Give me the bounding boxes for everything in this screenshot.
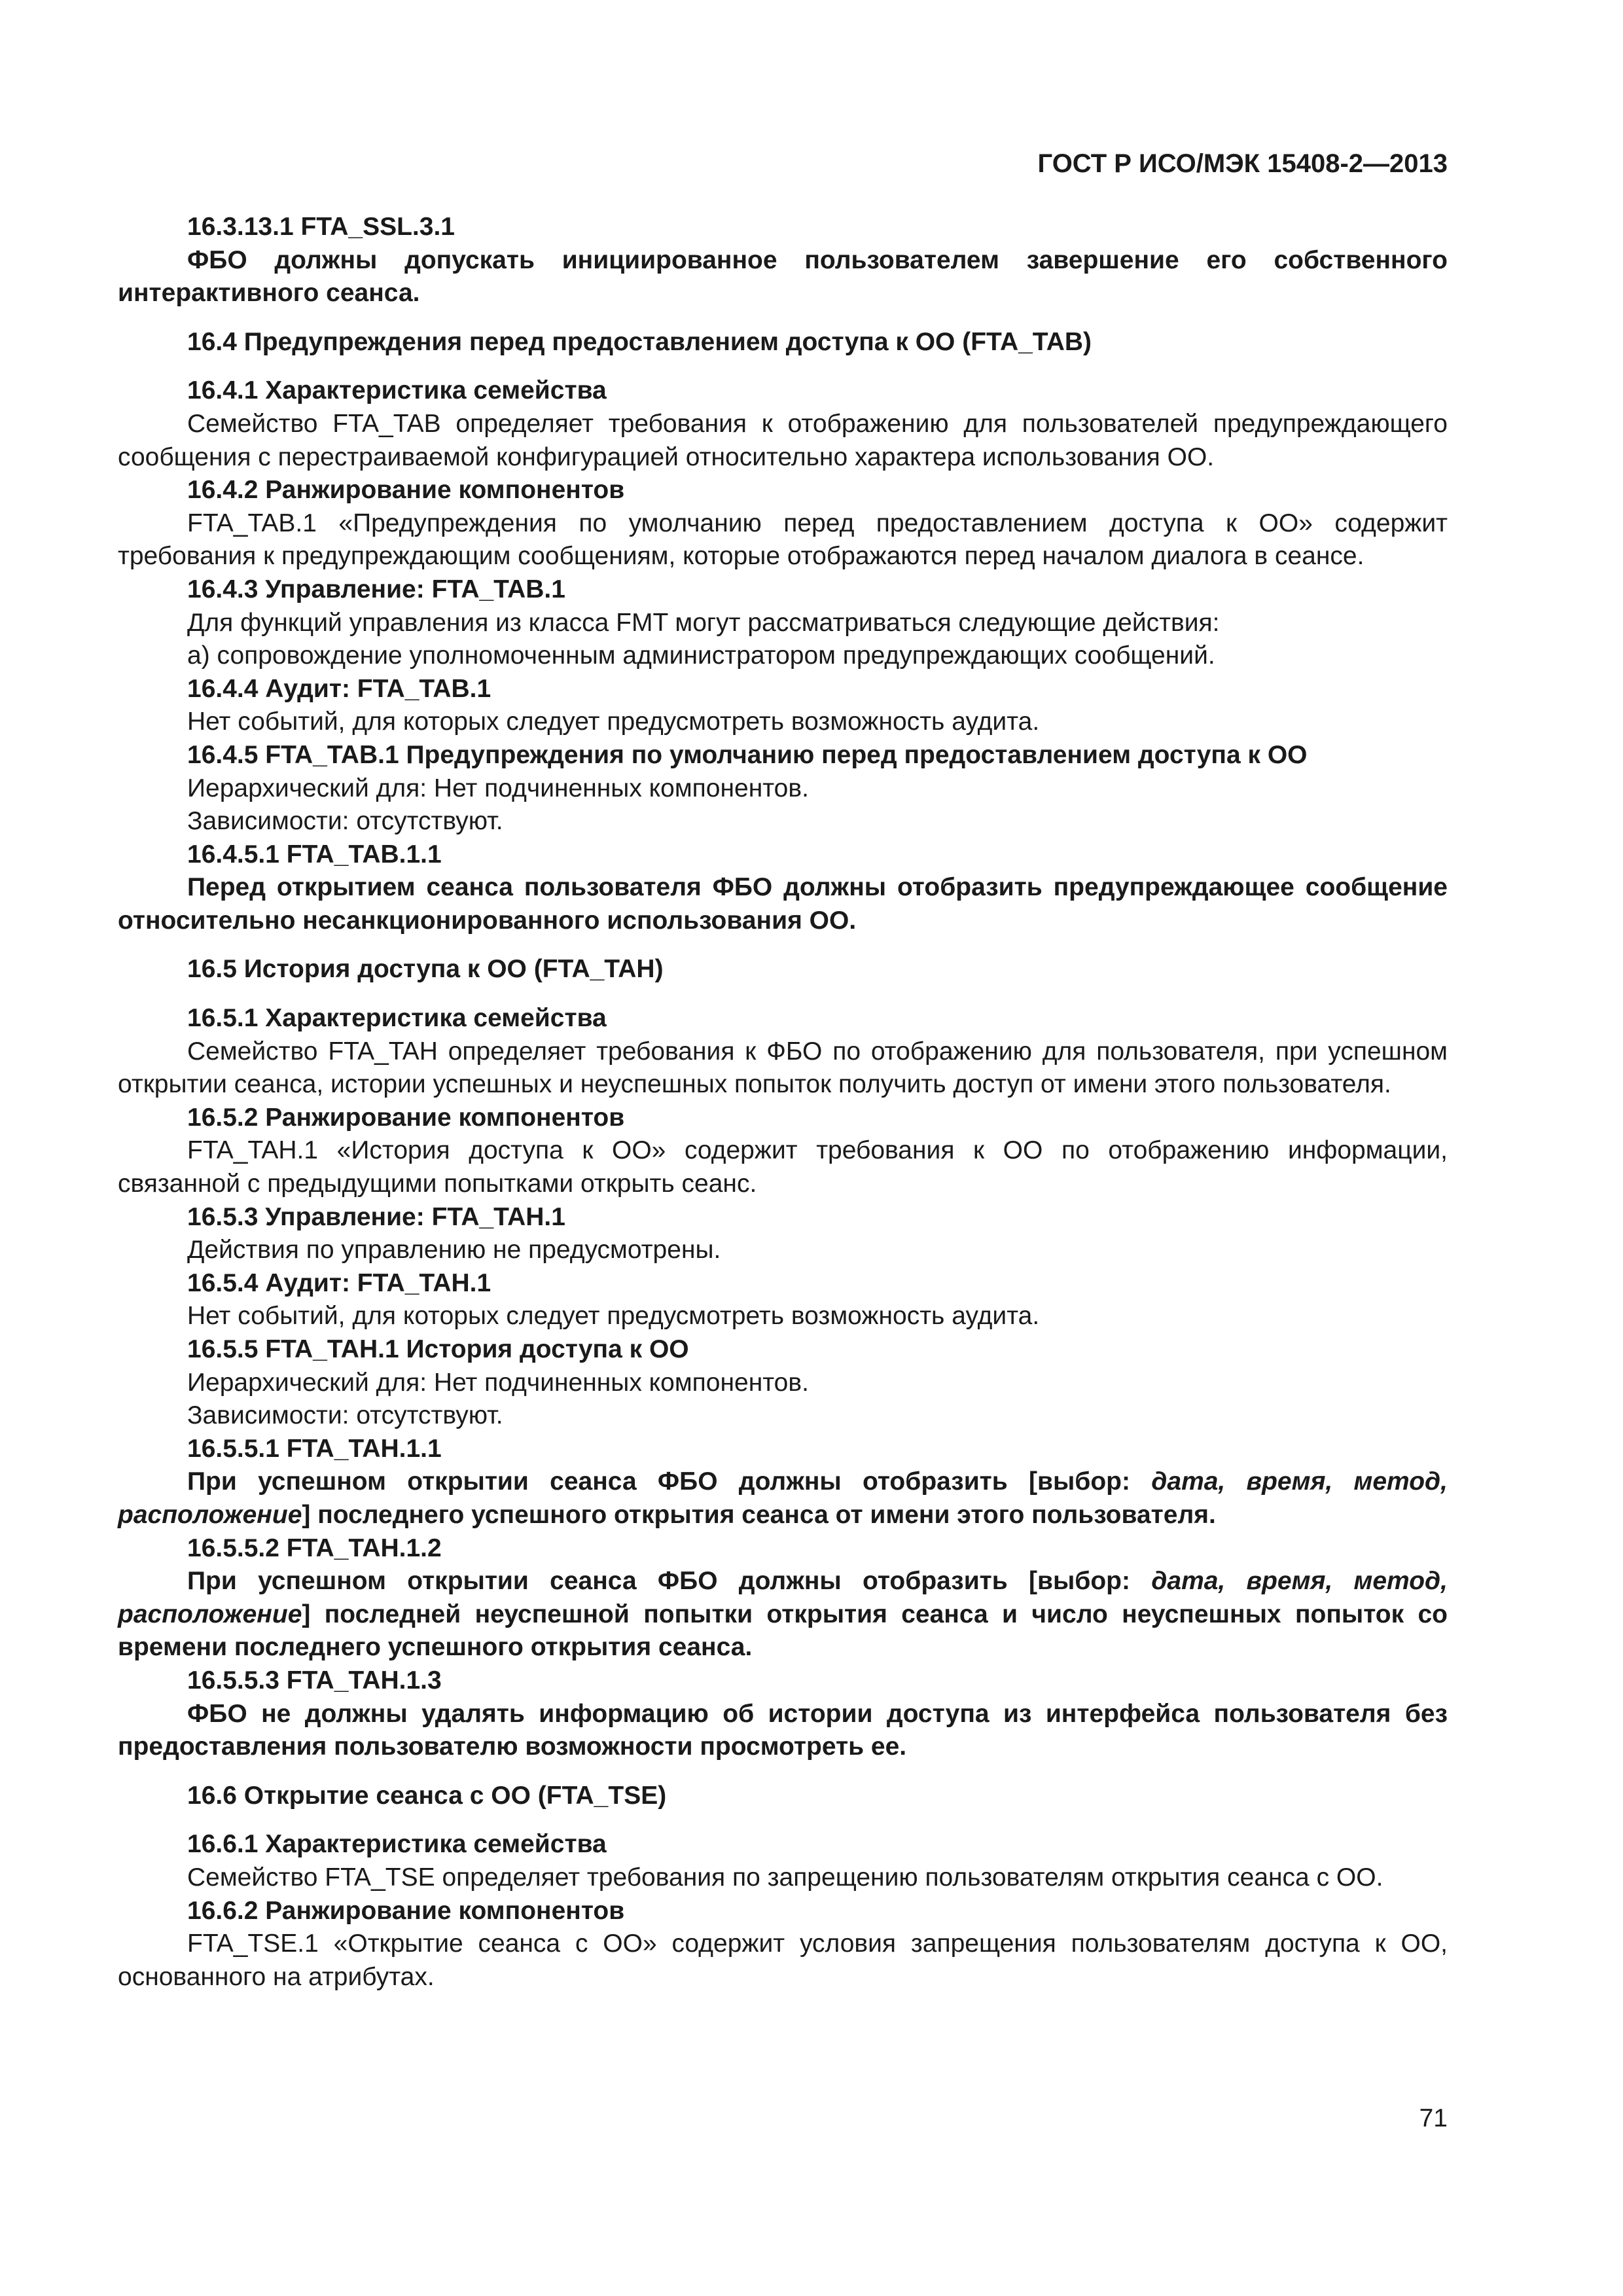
subsection-heading: 16.4.5 FTA_TAB.1 Предупреждения по умолчанию перед предоставлением доступа к ОО	[187, 740, 1308, 769]
selection-options: дата, время, метод, расположение	[118, 1567, 1448, 1628]
body-paragraph: Нет событий, для которых следует предусмотреть возможность аудита.	[187, 1302, 1040, 1331]
clause-heading: 16.5.5.1 FTA_TAH.1.1	[187, 1434, 442, 1463]
body-paragraph: Для функций управления из класса FMT могут рассматриваться следующие действия:	[187, 608, 1220, 637]
page-number: 71	[1419, 2104, 1448, 2132]
subsection-heading: 16.5.5 FTA_TAH.1 История доступа к ОО	[187, 1335, 689, 1363]
list-item: а) сопровождение уполномоченным администратором предупреждающих сообщений.	[187, 641, 1215, 670]
subsection-heading: 16.5.1 Характеристика семейства	[187, 1004, 607, 1033]
body-paragraph: Зависимости: отсутствуют.	[187, 807, 503, 836]
body-paragraph: Семейство FTA_TAH определяет требования к ФБО по отображению для пользователя, при успешном открытии сеанса, истории успешных и неуспешных попыток получить доступ от имени этого пользователя.	[118, 1037, 1448, 1099]
section-heading: 16.4 Предупреждения перед предоставлением доступа к ОО (FTA_TAB)	[187, 327, 1092, 356]
subsection-heading: 16.5.4 Аудит: FTA_TAH.1	[187, 1268, 491, 1297]
requirement-text-part: ] последнего успешного открытия сеанса от имени этого пользователя.	[302, 1500, 1216, 1529]
section-heading: 16.5 История доступа к ОО (FTA_TAH)	[187, 955, 664, 984]
subsection-heading: 16.5.2 Ранжирование компонентов	[187, 1103, 625, 1132]
requirement-text	[118, 1565, 1448, 1664]
requirement-text: ФБО не должны удалять информацию об истории доступа из интерфейса пользователя без предоставления пользователю возможности просмотреть ее.	[118, 1699, 1448, 1761]
subsection-heading: 16.4.4 Аудит: FTA_TAB.1	[187, 674, 491, 703]
requirement-text-part: При успешном открытии сеанса ФБО должны отобразить [выбор:	[187, 1567, 1152, 1596]
requirement-text	[118, 1465, 1448, 1532]
body-paragraph: Зависимости: отсутствуют.	[187, 1401, 503, 1430]
requirement-text-part: ] последней неуспешной попытки открытия сеанса и число неуспешных попыток со времени последнего успешного открытия сеанса.	[118, 1600, 1448, 1662]
requirement-text-part: При успешном открытии сеанса ФБО должны отобразить [выбор:	[187, 1467, 1152, 1496]
body-paragraph: Семейство FTA_TAB определяет требования к отображению для пользователей предупреждающего сообщения с перестраиваемой конфигурацией относительно характера использования ОО.	[118, 409, 1448, 471]
body-paragraph: Семейство FTA_TSE определяет требования по запрещению пользователям открытия сеанса с ОО.	[187, 1863, 1383, 1892]
body-paragraph: Иерархический для: Нет подчиненных компонентов.	[187, 1368, 809, 1397]
body-paragraph: Нет событий, для которых следует предусмотреть возможность аудита.	[187, 708, 1040, 736]
subsection-heading: 16.5.3 Управление: FTA_TAH.1	[187, 1202, 565, 1231]
body-paragraph: Иерархический для: Нет подчиненных компонентов.	[187, 774, 809, 802]
subsection-heading: 16.6.1 Характеристика семейства	[187, 1830, 607, 1859]
standard-header: ГОСТ Р ИСО/МЭК 15408-2—2013	[1037, 149, 1448, 178]
selection-options: дата, время, метод, расположение	[118, 1467, 1448, 1529]
document-body	[118, 211, 1448, 1994]
subsection-heading: 16.4.1 Характеристика семейства	[187, 376, 607, 405]
document-page	[118, 0, 1448, 2296]
body-paragraph: FTA_TSE.1 «Открытие сеанса с ОО» содержит условия запрещения пользователям доступа к ОО, основанного на атрибутах.	[118, 1929, 1448, 1991]
body-paragraph: FTA_TAH.1 «История доступа к ОО» содержит требования к ОО по отображению информации, связанной с предыдущими попытками открыть сеанс.	[118, 1136, 1448, 1198]
clause-heading: 16.5.5.3 FTA_TAH.1.3	[187, 1666, 442, 1695]
clause-heading: 16.5.5.2 FTA_TAH.1.2	[187, 1534, 442, 1562]
clause-heading: 16.4.5.1 FTA_TAB.1.1	[187, 840, 442, 869]
section-heading: 16.6 Открытие сеанса с ОО (FTA_TSE)	[187, 1781, 667, 1810]
body-paragraph: Действия по управлению не предусмотрены.	[187, 1236, 721, 1265]
subsection-heading: 16.6.2 Ранжирование компонентов	[187, 1896, 625, 1925]
requirement-text: ФБО должны допускать инициированное пользователем завершение его собственного интерактивного сеанса.	[118, 245, 1448, 308]
subsection-heading: 16.4.3 Управление: FTA_TAB.1	[187, 575, 565, 603]
body-paragraph: FTA_TAB.1 «Предупреждения по умолчанию перед предоставлением доступа к ОО» содержит требования к предупреждающим сообщениям, которые отображаются перед началом диалога в сеансе.	[118, 509, 1448, 571]
requirement-text: Перед открытием сеанса пользователя ФБО должны отобразить предупреждающее сообщение относительно несанкционированного использования ОО.	[118, 873, 1448, 935]
clause-heading: 16.3.13.1 FTA_SSL.3.1	[187, 213, 455, 241]
subsection-heading: 16.4.2 Ранжирование компонентов	[187, 476, 625, 505]
